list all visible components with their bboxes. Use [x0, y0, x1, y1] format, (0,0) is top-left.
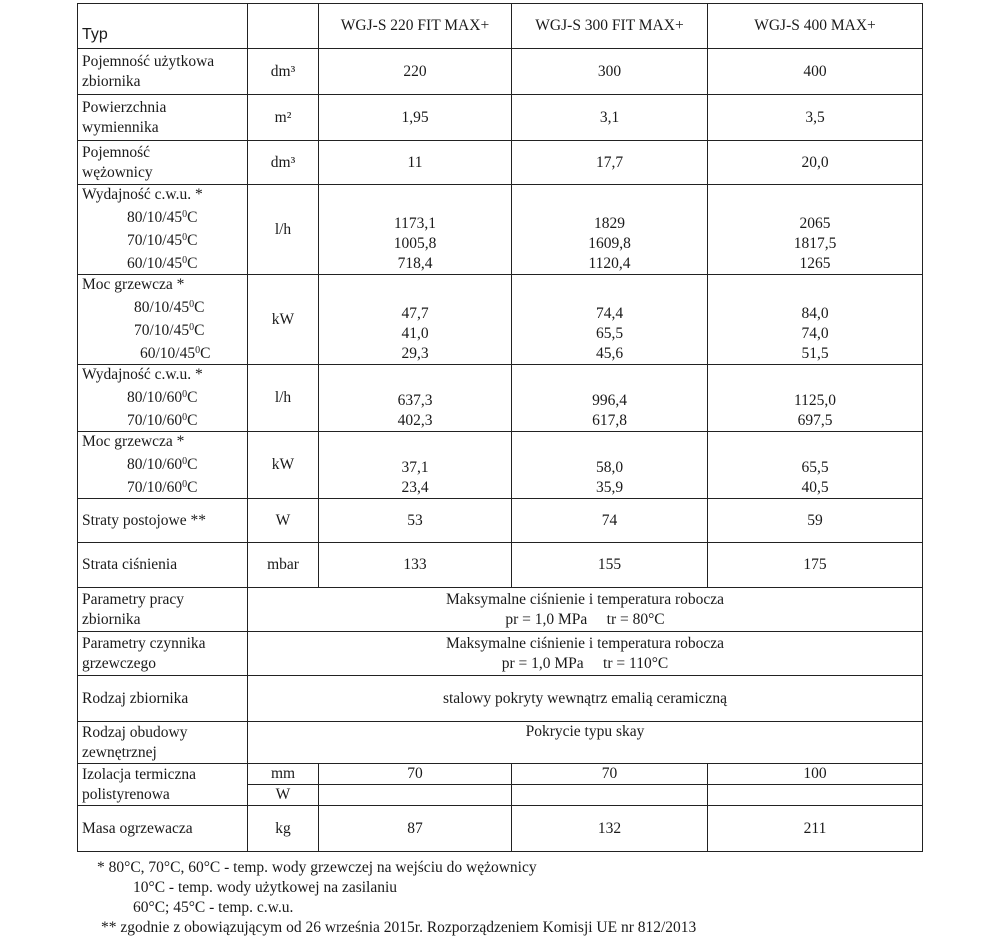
- row-name: Moc grzewcza * $80/10/60^0C$ $70/10/60^0C$: [78, 432, 248, 499]
- merged-value: stalowy pokryty wewnątrz emalią ceramiczną: [248, 676, 923, 722]
- row-unit: dm³: [248, 49, 319, 95]
- footnote-2: 10°C - temp. wody użytkowej na zasilaniu: [133, 879, 398, 896]
- cell-value: 3,1: [512, 95, 708, 141]
- cell-value: 37,1 23,4: [319, 432, 512, 499]
- cell-value: 100: [708, 764, 923, 785]
- row-unit: l/h: [248, 185, 319, 275]
- cell-value: 1,95: [319, 95, 512, 141]
- row-name: Pojemność użytkowa zbiornika: [78, 49, 248, 95]
- cell-value: 132: [512, 806, 708, 852]
- header-typ: Typ: [78, 4, 248, 49]
- cell-empty: [319, 785, 512, 806]
- row-name: Pojemność wężownicy: [78, 141, 248, 185]
- row-name: Izolacja termiczna polistyrenowa: [78, 764, 248, 806]
- table-row: [78, 499, 923, 543]
- table-row: [78, 95, 923, 141]
- header-model-220: WGJ-S 220 FIT MAX+: [319, 4, 512, 49]
- table-row: [78, 141, 923, 185]
- cell-value: 84,0 74,0 51,5: [708, 275, 923, 365]
- table-row: [78, 632, 923, 676]
- header-model-400: WGJ-S 400 MAX+: [708, 4, 923, 49]
- table-row: [78, 722, 923, 764]
- row-unit: kW: [248, 432, 319, 499]
- footnote-1: * 80°C, 70°C, 60°C - temp. wody grzewczej na wejściu do wężownicy: [97, 859, 537, 876]
- cell-value: 53: [319, 499, 512, 543]
- row-name: Parametry pracy zbiornika: [78, 588, 248, 632]
- row-unit: mbar: [248, 543, 319, 588]
- table-row: [78, 432, 923, 499]
- row-unit: m²: [248, 95, 319, 141]
- table-row: [78, 185, 923, 275]
- row-unit: kW: [248, 275, 319, 365]
- merged-value: Maksymalne ciśnienie i temperatura robocza pr = 1,0 MPa tr = 80°C: [248, 588, 923, 632]
- row-name: Moc grzewcza * $80/10/45^0C$ $70/10/45^0C$ $60/10/45^0C$: [78, 275, 248, 365]
- cell-empty: [512, 785, 708, 806]
- cell-value: 637,3 402,3: [319, 365, 512, 432]
- cell-value: 20,0: [708, 141, 923, 185]
- cell-value: 175: [708, 543, 923, 588]
- footnotes: [97, 858, 696, 938]
- cell-value: 65,5 40,5: [708, 432, 923, 499]
- row-name: Rodzaj zbiornika: [78, 676, 248, 722]
- table-row: [78, 806, 923, 852]
- cell-value: 1173,1 1005,8 718,4: [319, 185, 512, 275]
- cell-empty: [708, 785, 923, 806]
- row-name: Strata ciśnienia: [78, 543, 248, 588]
- cell-value: 47,7 41,0 29,3: [319, 275, 512, 365]
- table-row: [78, 676, 923, 722]
- merged-value: Maksymalne ciśnienie i temperatura robocza pr = 1,0 MPa tr = 110°C: [248, 632, 923, 676]
- spec-table: [77, 3, 923, 852]
- cell-value: 300: [512, 49, 708, 95]
- cell-value: 70: [319, 764, 512, 785]
- table-row: [78, 543, 923, 588]
- row-name: Masa ogrzewacza: [78, 806, 248, 852]
- cell-value: 70: [512, 764, 708, 785]
- cell-value: 58,0 35,9: [512, 432, 708, 499]
- cell-value: 211: [708, 806, 923, 852]
- row-unit: l/h: [248, 365, 319, 432]
- cell-value: 1125,0 697,5: [708, 365, 923, 432]
- row-name: Straty postojowe **: [78, 499, 248, 543]
- cell-value: 1829 1609,8 1120,4: [512, 185, 708, 275]
- merged-value: Pokrycie typu skay: [248, 722, 923, 764]
- cell-value: 155: [512, 543, 708, 588]
- row-unit: dm³: [248, 141, 319, 185]
- row-unit: kg: [248, 806, 319, 852]
- cell-value: 17,7: [512, 141, 708, 185]
- cell-value: 3,5: [708, 95, 923, 141]
- row-name: Rodzaj obudowy zewnętrznej: [78, 722, 248, 764]
- cell-value: 133: [319, 543, 512, 588]
- cell-value: 11: [319, 141, 512, 185]
- row-name: Wydajność c.w.u. * $80/10/60^0C$ $70/10/60^0C$: [78, 365, 248, 432]
- table-row: [78, 49, 923, 95]
- header-row: [78, 4, 923, 49]
- cell-value: 74,4 65,5 45,6: [512, 275, 708, 365]
- row-unit: mm: [248, 764, 319, 785]
- row-unit: W: [248, 499, 319, 543]
- footnote-4: ** zgodnie z obowiązującym od 26 września 2015r. Rozporządzeniem Komisji UE nr 812/2013: [101, 919, 697, 936]
- cell-value: 87: [319, 806, 512, 852]
- table-row: [78, 365, 923, 432]
- cell-value: 220: [319, 49, 512, 95]
- cell-value: 74: [512, 499, 708, 543]
- footnote-3: 60°C; 45°C - temp. c.w.u.: [133, 899, 294, 916]
- row-name: Parametry czynnika grzewczego: [78, 632, 248, 676]
- cell-value: 2065 1817,5 1265: [708, 185, 923, 275]
- cell-value: 400: [708, 49, 923, 95]
- header-unit-blank: [248, 4, 319, 49]
- table-row: [78, 588, 923, 632]
- table-row: [78, 764, 923, 785]
- cell-value: 996,4 617,8: [512, 365, 708, 432]
- row-name: Powierzchnia wymiennika: [78, 95, 248, 141]
- cell-value: 59: [708, 499, 923, 543]
- header-model-300: WGJ-S 300 FIT MAX+: [512, 4, 708, 49]
- row-name: Wydajność c.w.u. * $80/10/45^0C$ $70/10/45^0C$ $60/10/45^0C$: [78, 185, 248, 275]
- table-row: [78, 275, 923, 365]
- row-unit: W: [248, 785, 319, 806]
